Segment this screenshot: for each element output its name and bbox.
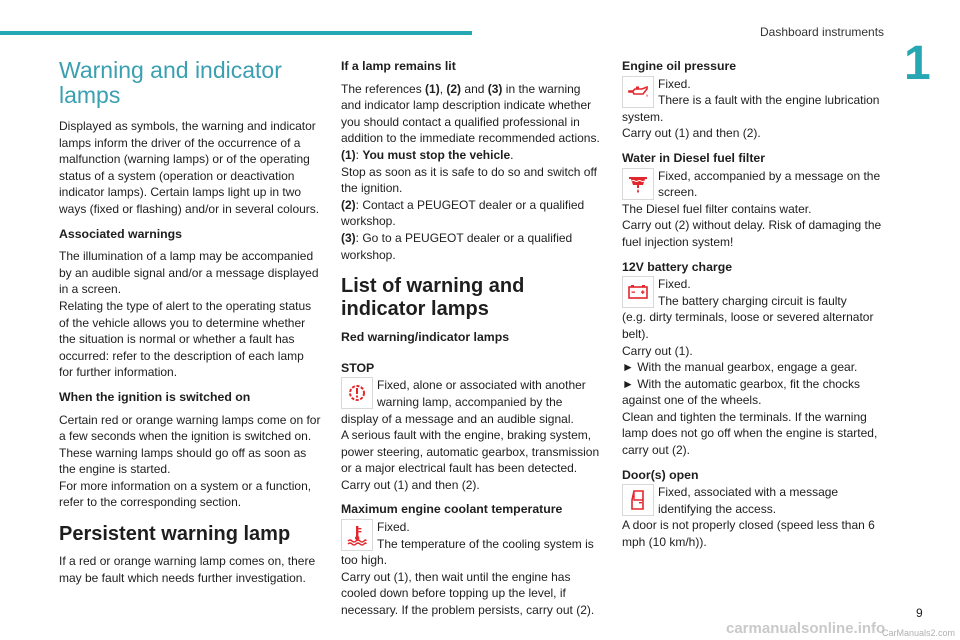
header-accent-bar	[0, 31, 472, 35]
lamp-stop-text-3: Carry out (1) and then (2).	[341, 477, 480, 492]
ref-2-label: (2)	[341, 197, 356, 212]
lamp-battery-icon-text: Fixed. The battery charging circuit is faulty	[658, 277, 847, 308]
intro-paragraph: Displayed as symbols, the warning and indicator lamps inform the driver of the occurrence of a malfunction (warning lamps) or of the operating status of a system (operation or deactivation indicator lamps). Certain lamps light up in two ways (fixed or flashing) and/or in several colours.	[59, 119, 320, 216]
lamp-battery-text-3: Clean and tighten the terminals. If the warning lamp does not go off when the engine is started, carry out (2).	[622, 409, 878, 458]
red-lamps-heading: Red warning/indicator lamps	[341, 330, 510, 345]
ref-text-pre: The references	[341, 81, 426, 96]
lamp-door-text-1: A door is not properly closed (speed less than 6 mph (10 km/h)).	[622, 518, 875, 550]
lamp-battery-text-2: Carry out (1).	[622, 343, 693, 358]
references-paragraph	[341, 81, 603, 147]
stop-warning-icon	[341, 377, 373, 409]
lamp-stop	[341, 360, 603, 494]
reference-1-extra: Stop as soon as it is safe to do so and switch off the ignition.	[341, 164, 597, 196]
lamp-battery	[622, 259, 888, 459]
lamp-coolant-text-2: Carry out (1), then wait until the engine has cooled down before topping up the level, if necessary. If the problem persists, carry out (2).	[341, 569, 595, 618]
ref-text-post: in the warning and indicator lamp description indicate whether you should contact a qualified professional in addition to the immediate recommended actions.	[341, 81, 600, 146]
list-of-lamps-heading: List of warning and indicator lamps	[341, 275, 525, 321]
main-title: Warning and indicator lamps	[59, 57, 282, 108]
persistent-warning-text: If a red or orange warning lamp comes on, there may be fault which needs further investigation.	[59, 554, 316, 585]
lamp-oil-icon-text: Fixed. There is a fault with the engine lubrication	[658, 76, 880, 108]
lamp-stop-text-2: A serious fault with the engine, braking system, power steering, automatic gearbox, transmission or a major electrical fault has been detected.	[341, 428, 600, 476]
lamp-battery-bullet-2: ► With the automatic gearbox, fit the chocks against one of the wheels.	[622, 376, 860, 408]
door-open-icon	[622, 484, 654, 516]
column-3	[622, 58, 888, 551]
ref-1-end: .	[510, 147, 514, 162]
ref-3-label: (3)	[341, 230, 356, 245]
lamp-door-icon-text: Fixed, associated with a message identifying the access.	[658, 485, 839, 516]
persistent-warning-heading: Persistent warning lamp	[59, 523, 291, 546]
lamp-oil-text-2: Carry out (1) and then (2).	[622, 126, 761, 141]
associated-warnings-heading: Associated warnings	[59, 226, 183, 241]
section-title: Dashboard instruments	[760, 25, 885, 39]
lamp-oil-pressure	[622, 58, 888, 142]
reference-1-line	[341, 147, 603, 164]
lamp-water-icon-text: Fixed, accompanied by a message on the screen.	[658, 168, 881, 200]
lamp-coolant	[341, 501, 603, 618]
lamp-coolant-icon-text: Fixed. The temperature of the cooling system is	[377, 520, 594, 551]
battery-charge-icon	[622, 276, 654, 308]
lamp-stop-icon-text: Fixed, alone or associated with another warning lamp, accompanied by the	[377, 378, 586, 409]
ref-1-sep: :	[355, 147, 363, 162]
lamp-oil-title: Engine oil pressure	[622, 59, 737, 73]
watermark: carmanualsonline.info	[726, 620, 886, 637]
ignition-heading: When the ignition is switched on	[59, 389, 251, 404]
ref-sep-2: and	[461, 81, 488, 96]
lamp-door-open	[622, 467, 888, 551]
ref-1-text: You must stop the vehicle	[362, 147, 511, 162]
coolant-temperature-icon	[341, 519, 373, 551]
lamp-battery-bullet-1: ► With the manual gearbox, engage a gear.	[622, 360, 858, 375]
lamp-coolant-title: Maximum engine coolant temperature	[341, 502, 563, 517]
ref-sep-1: ,	[439, 81, 447, 96]
chapter-number: 1	[904, 37, 931, 90]
ignition-text-1: Certain red or orange warning lamps come on for a few seconds when the ignition is switched on. These warning lamps should go off as soon as the engine is started.	[59, 412, 321, 477]
lamp-water-in-diesel	[622, 150, 888, 251]
lamp-coolant-rest: too high.	[341, 553, 388, 568]
ref-3-text: : Go to a PEUGEOT dealer or a qualified workshop.	[341, 230, 573, 262]
oil-pressure-icon	[622, 76, 654, 108]
lamp-door-title: Door(s) open	[622, 467, 699, 482]
ref-1: (1)	[425, 81, 440, 96]
lamp-remains-lit-heading: If a lamp remains lit	[341, 59, 456, 73]
ref-2: (2)	[446, 81, 462, 96]
lamp-battery-title: 12V battery charge	[622, 259, 733, 274]
associated-warnings-text-2: Relating the type of alert to the operating status of the vehicle allows you to determine whether the situation is normal or whether a fault has occurred: refer to the description of each lamp for further information.	[59, 298, 312, 380]
lamp-water-title: Water in Diesel fuel filter	[622, 150, 766, 165]
lamp-water-text-2: Carry out (2) without delay. Risk of damaging the fuel injection system!	[622, 218, 882, 249]
ref-3: (3)	[487, 81, 503, 96]
ignition-text-2: For more information on a system or a function, refer to the corresponding section.	[59, 478, 312, 510]
associated-warnings-text-1: The illumination of a lamp may be accompanied by an audible signal and/or a message displayed in a screen.	[59, 249, 319, 297]
ref-1-label: (1)	[341, 147, 356, 162]
column-2	[341, 58, 603, 619]
water-in-fuel-icon	[622, 168, 654, 200]
lamp-battery-rest: (e.g. dirty terminals, loose or severed alternator belt).	[622, 310, 874, 341]
reference-2-line	[341, 197, 603, 230]
lamp-water-text-1: The Diesel fuel filter contains water.	[622, 201, 812, 216]
lamp-stop-rest: display of a message and an audible signal.	[341, 411, 574, 426]
ref-2-text: : Contact a PEUGEOT dealer or a qualified workshop.	[341, 197, 585, 229]
lamp-oil-rest: system.	[622, 109, 664, 124]
column-1	[59, 58, 321, 586]
lamp-stop-title: STOP	[341, 360, 375, 375]
reference-3-line	[341, 230, 603, 263]
watermark-small: CarManuals2.com	[882, 628, 956, 638]
page-number: 9	[916, 606, 923, 620]
